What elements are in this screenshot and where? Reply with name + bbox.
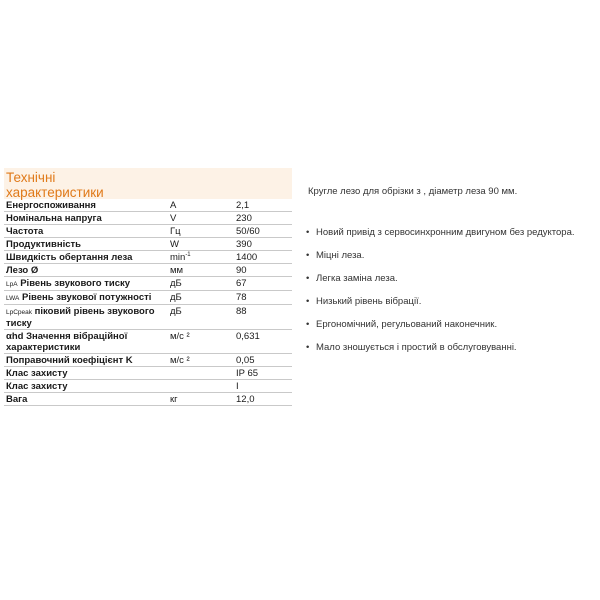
spec-value: 50/60 <box>234 225 292 238</box>
spec-name-text: Клас захисту <box>6 368 68 379</box>
spec-name-text: Швидкість обертання леза <box>6 252 133 263</box>
spec-name-text: Вага <box>6 394 28 405</box>
spec-row <box>4 212 292 225</box>
spec-row <box>4 199 292 212</box>
spec-name-prefix: LpA <box>6 281 18 288</box>
spec-name <box>4 330 168 354</box>
spec-unit <box>168 291 234 305</box>
spec-unit-text: A <box>170 200 177 211</box>
feature-item: • Міцні леза. <box>304 248 596 264</box>
spec-unit-text: кг <box>170 394 178 405</box>
spec-value: 90 <box>234 264 292 277</box>
feature-item: • Ергономічний, регульований наконечник. <box>304 317 596 333</box>
spec-name <box>4 354 168 367</box>
spec-unit <box>168 251 234 264</box>
spec-unit-text: Гц <box>170 226 181 237</box>
spec-unit-text: min <box>170 252 186 263</box>
spec-row <box>4 251 292 264</box>
spec-row <box>4 291 292 305</box>
spec-name-text: піковий рівень звукового тиску <box>6 306 155 329</box>
spec-unit <box>168 277 234 291</box>
spec-value: 230 <box>234 212 292 225</box>
spec-name <box>4 238 168 251</box>
spec-name <box>4 199 168 212</box>
spec-unit <box>168 212 234 225</box>
spec-unit <box>168 367 234 380</box>
spec-unit <box>168 330 234 354</box>
spec-unit <box>168 380 234 393</box>
spec-row <box>4 330 292 354</box>
spec-name-text: Рівень звукової потужності <box>22 292 152 303</box>
spec-name <box>4 264 168 277</box>
spec-row <box>4 225 292 238</box>
spec-row <box>4 367 292 380</box>
spec-value: 12,0 <box>234 393 292 406</box>
spec-name <box>4 251 168 264</box>
spec-value: 1400 <box>234 251 292 264</box>
spec-name-text: Рівень звукового тиску <box>20 278 131 289</box>
spec-name-text: Лезо Ø <box>6 265 39 276</box>
spec-value: 2,1 <box>234 199 292 212</box>
spec-name-prefix: LpCpeak <box>6 309 33 316</box>
feature-item: • Мало зношується і простий в обслуговуванні. <box>304 340 596 356</box>
spec-unit <box>168 199 234 212</box>
spec-unit-text: V <box>170 213 177 224</box>
spec-unit-text: мм <box>170 265 184 276</box>
spec-unit-text: W <box>170 239 179 250</box>
spec-row <box>4 238 292 251</box>
spec-unit-text: дБ <box>170 306 182 317</box>
spec-row <box>4 264 292 277</box>
spec-unit-text: дБ <box>170 292 182 303</box>
spec-unit <box>168 305 234 330</box>
spec-row <box>4 277 292 291</box>
spec-name <box>4 380 168 393</box>
specifications-title-line-2: характеристики <box>6 185 104 200</box>
spec-name-text: Поправочний коефіцієнт K <box>6 355 133 366</box>
spec-name-text: αhd Значення вібраційної характеристики <box>6 331 128 353</box>
spec-unit <box>168 264 234 277</box>
spec-value: 390 <box>234 238 292 251</box>
spec-unit <box>168 238 234 251</box>
spec-row <box>4 393 292 406</box>
spec-value: 78 <box>234 291 292 305</box>
spec-unit <box>168 393 234 406</box>
spec-value: 88 <box>234 305 292 330</box>
spec-unit <box>168 225 234 238</box>
spec-name <box>4 212 168 225</box>
spec-name-text: Енергоспоживання <box>6 200 96 211</box>
specifications-title-line-1: Технічні <box>6 170 56 185</box>
spec-value: I <box>234 380 292 393</box>
spec-name <box>4 367 168 380</box>
spec-name-text: Номінальна напруга <box>6 213 102 224</box>
description-intro: Кругле лезо для обрізки з , діаметр леза 90 мм. <box>308 186 518 197</box>
spec-value: 0,631 <box>234 330 292 354</box>
spec-name <box>4 291 168 305</box>
spec-unit-text: м/с ² <box>170 331 190 342</box>
spec-name <box>4 305 168 330</box>
description-panel <box>304 186 596 363</box>
specifications-panel <box>4 168 292 406</box>
spec-row <box>4 380 292 393</box>
spec-value: 0,05 <box>234 354 292 367</box>
spec-row <box>4 305 292 330</box>
feature-item: • Низький рівень вібрації. <box>304 294 596 310</box>
feature-item: • Легка заміна леза. <box>304 271 596 287</box>
spec-row <box>4 354 292 367</box>
spec-name-text: Продуктивність <box>6 239 81 250</box>
spec-name-text: Клас захисту <box>6 381 68 392</box>
features-list <box>304 225 596 356</box>
spec-name <box>4 393 168 406</box>
spec-unit <box>168 354 234 367</box>
specifications-table <box>4 199 292 406</box>
spec-unit-superscript: -1 <box>185 251 191 258</box>
spec-name-prefix: LWA <box>6 295 20 302</box>
spec-name <box>4 277 168 291</box>
spec-name-text: Частота <box>6 226 44 237</box>
spec-unit-text: дБ <box>170 278 182 289</box>
feature-item: • Новий привід з сервосинхронним двигуном без редуктора. <box>304 225 596 241</box>
spec-value: IP 65 <box>234 367 292 380</box>
specifications-title <box>4 168 292 199</box>
spec-name <box>4 225 168 238</box>
spec-value: 67 <box>234 277 292 291</box>
spec-unit-text: м/с ² <box>170 355 190 366</box>
